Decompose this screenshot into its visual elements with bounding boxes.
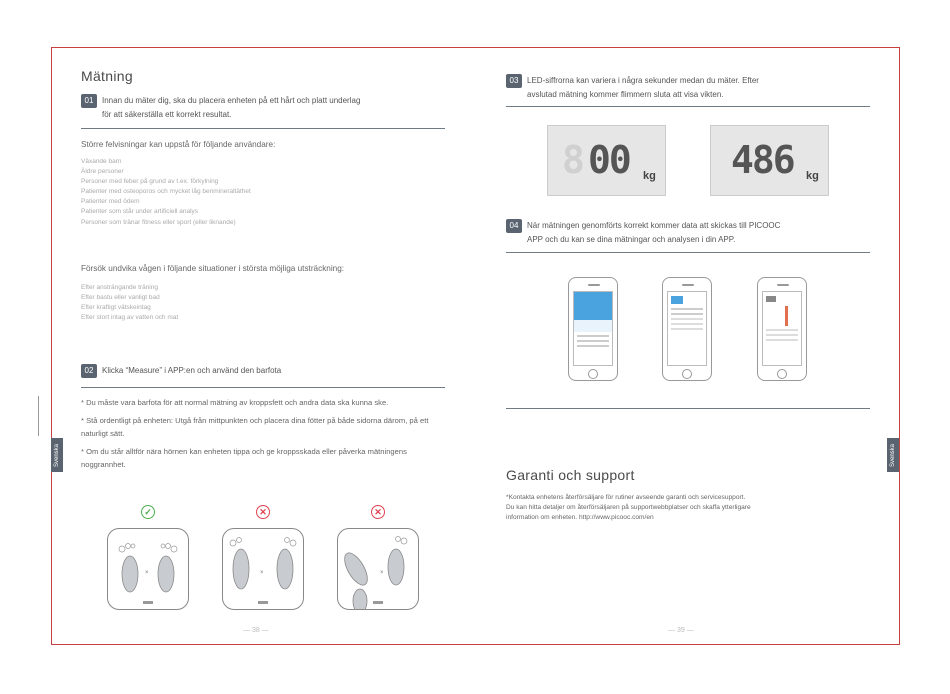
led-display-zero <box>547 125 666 196</box>
list-item: Efter ansträngande träning <box>81 284 158 291</box>
list-item: Patienter som står under artificiell analys <box>81 208 199 216</box>
led-unit: kg <box>643 170 656 182</box>
step-3-text-2: avslutad mätning kommer flimmern sluta att visa vikten. <box>527 90 724 99</box>
led-value: 00 <box>588 138 630 182</box>
check-icon: ✓ <box>141 505 155 519</box>
divider <box>506 408 870 409</box>
svg-text:×: × <box>380 570 384 576</box>
note: * Stå ordentligt på enheten: Utgå från mittpunkten och placera dina fötter på både sidorna därom, på ett naturligt sätt. <box>81 416 429 438</box>
list-item: Personer som tränar fitness eller sport (eller liknande) <box>81 218 236 226</box>
feet-icon <box>338 529 418 609</box>
divider <box>506 106 870 107</box>
scale-wrong-illustration <box>337 528 419 610</box>
led-ghost-digit: 8 <box>562 138 583 182</box>
divider <box>81 128 445 129</box>
svg-text:×: × <box>260 570 264 576</box>
avoid-title: Försök undvika vågen i följande situationer i största möjliga utsträckning: <box>81 264 345 273</box>
measurement-heading: Mätning <box>81 68 133 84</box>
step-badge: 02 <box>81 364 97 378</box>
phone-screen <box>573 291 613 366</box>
list-item: Personer med feber på grund av t.ex. förkylning <box>81 178 219 186</box>
step-badge: 01 <box>81 94 97 108</box>
scale-correct-illustration <box>107 528 189 610</box>
step-badge: 03 <box>506 74 522 88</box>
svg-text:×: × <box>145 570 149 576</box>
step-1-text-2: för att säkerställa ett korrekt resultat. <box>102 110 232 119</box>
step-3 <box>506 74 871 101</box>
led-value: 486 <box>731 138 794 182</box>
phone-home-button <box>588 369 598 379</box>
list-item: Patienter med ödem <box>81 198 140 206</box>
step-4-text: När mätningen genomförts korrekt kommer data att skickas till PICOOC <box>527 221 781 231</box>
list-item: Växande barn <box>81 158 122 165</box>
list-item: Äldre personer <box>81 168 124 176</box>
phone-screen <box>667 291 707 366</box>
avoid-list <box>81 283 178 323</box>
led-display-weight <box>710 125 829 196</box>
cross-icon: ✕ <box>256 505 270 519</box>
errors-title: Större felvisningar kan uppstå för följande användare: <box>81 140 276 149</box>
phone-screen <box>762 291 802 366</box>
errors-list <box>81 157 251 228</box>
list-item: Patienter med osteoporos och mycket låg benmineraltäthet <box>81 188 251 196</box>
list-item: Efter kraftigt vätskeintag <box>81 304 151 312</box>
phone-speaker <box>682 284 694 286</box>
support-text <box>506 493 751 523</box>
step-4 <box>506 219 871 246</box>
feet-icon <box>223 529 303 609</box>
phone-speaker <box>777 284 789 286</box>
list-item: Efter bastu eller vanligt bad <box>81 294 160 302</box>
step-2 <box>81 364 281 378</box>
language-tab: Svenska <box>887 438 899 472</box>
step-badge: 04 <box>506 219 522 233</box>
feet-icon <box>108 529 188 609</box>
support-line: *Kontakta enhetens återförsäljare för rutiner avseende garanti och servicesupport. <box>506 494 746 501</box>
phone-home-button <box>682 369 692 379</box>
scale-wrong-illustration <box>222 528 304 610</box>
phone-home-button <box>777 369 787 379</box>
step-4-text-2: APP och du kan se dina mätningar och analysen i din APP. <box>527 235 736 244</box>
step-2-text: Klicka “Measure” i APP:en och använd den barfota <box>102 366 282 376</box>
step-1 <box>81 94 451 121</box>
notes <box>81 396 446 471</box>
page-number: — 38 — <box>243 627 269 634</box>
language-tab: Svenska <box>51 438 63 472</box>
cross-icon: ✕ <box>371 505 385 519</box>
page-number: — 39 — <box>668 627 694 634</box>
support-heading: Garanti och support <box>506 467 635 483</box>
note: * Om du står alltför nära hörnen kan enheten tippa och ge kroppsskada eller påverka mätningens noggrannhet. <box>81 447 407 469</box>
list-item: Efter stort intag av vatten och mat <box>81 314 179 322</box>
margin-line <box>38 396 39 436</box>
led-unit: kg <box>806 170 819 182</box>
divider <box>81 387 445 388</box>
step-1-text: Innan du mäter dig, ska du placera enheten på ett hårt och platt underlag <box>102 96 361 106</box>
divider <box>506 252 870 253</box>
support-line: Du kan hitta detaljer om återförsäljaren på supportwebbplatser och skaffa ytterligare <box>506 504 751 511</box>
phone-app-detail-illustration <box>757 277 807 381</box>
phone-app-report-illustration <box>662 277 712 381</box>
phone-speaker <box>588 284 600 286</box>
support-line: information om enheten. http://www.picooc.com/en <box>506 514 654 521</box>
note: * Du måste vara barfota för att normal mätning av kroppsfett och andra data ska kunna ske. <box>81 398 389 407</box>
step-3-text: LED-siffrorna kan variera i några sekunder medan du mäter. Efter <box>527 76 759 86</box>
phone-app-home-illustration <box>568 277 618 381</box>
